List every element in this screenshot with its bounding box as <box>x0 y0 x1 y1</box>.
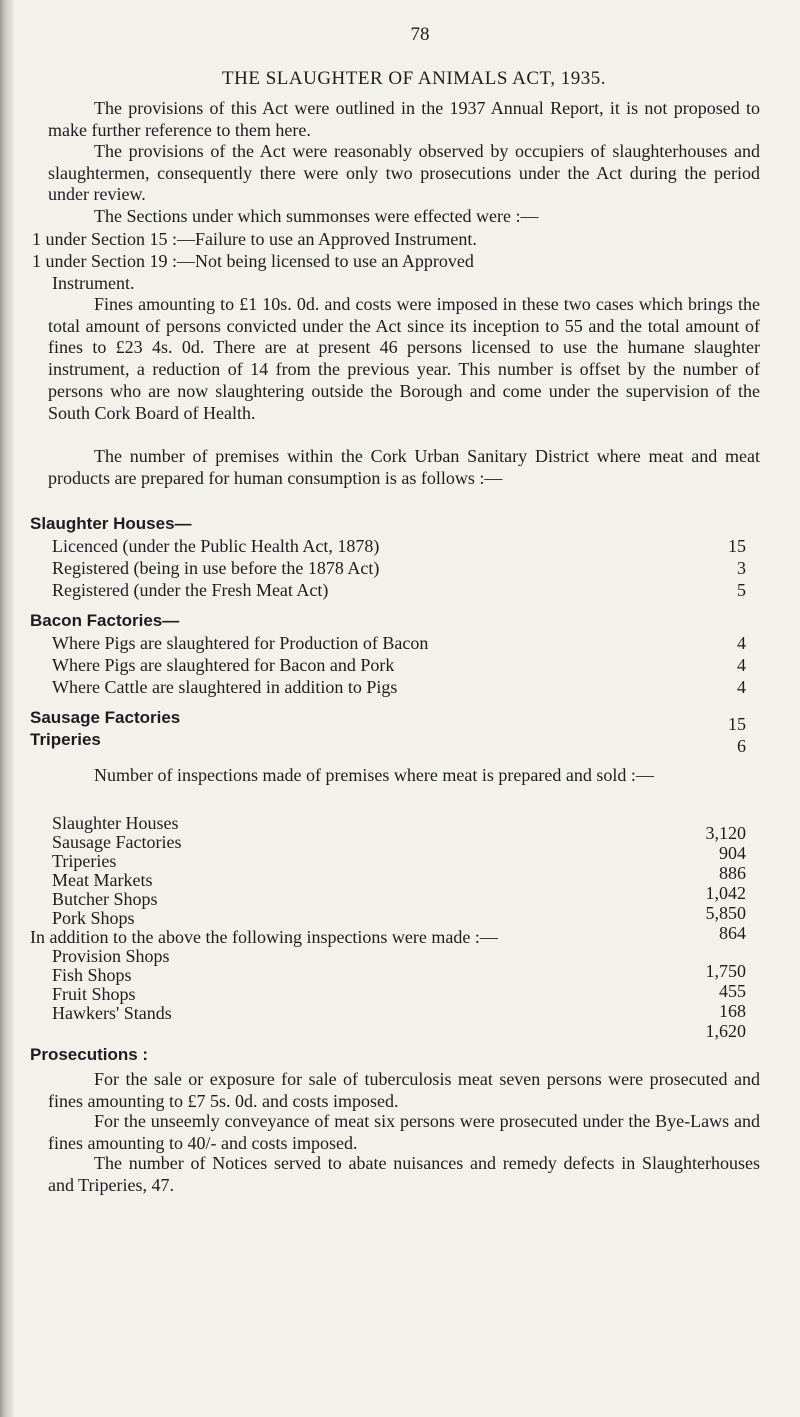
page-edge-shadow <box>0 0 14 1417</box>
premises-label: Registered (under the Fresh Meat Act) <box>52 580 329 600</box>
inspection-value: 3,120 <box>705 823 746 843</box>
additional-value: 455 <box>719 981 746 1001</box>
premises-label: Registered (being in use before the 1878 Act) <box>52 558 380 578</box>
paragraph-fines: Fines amounting to £1 10s. 0d. and costs were imposed in these two cases which brings the total amount of persons convicted under the Act since its inception to 55 and the total amount of fines to £23 4s. 0d. There are at present 46 persons licensed to use the humane slaughter instrument, a reduction of 14 from the previous year. This number is offset by the number of persons who are now slaughtering outside the Borough and come under the supervision of the South Cork Board of Health. <box>48 294 760 423</box>
section-19-item: 1 under Section 19 :—Not being licensed to use an Approved <box>32 251 474 271</box>
inspection-value: 886 <box>719 863 746 883</box>
triperies-value: 6 <box>737 736 746 756</box>
inspection-value: 904 <box>719 843 746 863</box>
premises-label: Where Cattle are slaughtered in addition to Pigs <box>52 677 398 697</box>
additional-label: Fish Shops <box>52 965 132 985</box>
prosecutions-heading: Prosecutions : <box>30 1045 149 1064</box>
inspection-label: Meat Markets <box>52 870 153 890</box>
paragraph-inspections: Number of inspections made of premises where meat is prepared and sold :— <box>94 765 654 785</box>
inspection-label: Slaughter Houses <box>52 813 179 833</box>
additional-label: Provision Shops <box>52 946 170 966</box>
paragraph-sections: The Sections under which summonses were effected were :— <box>94 206 539 226</box>
premises-value: 5 <box>737 580 746 600</box>
section-15-item: 1 under Section 15 :—Failure to use an Approved Instrument. <box>32 229 477 249</box>
inspection-value: 5,850 <box>705 903 746 923</box>
paragraph-act-observed: The provisions of the Act were reasonably observed by occupiers of slaughterhouses and slaughtermen, consequently there were only two prosecutions under the Act during the period under review. <box>48 141 760 205</box>
inspection-label: Butcher Shops <box>52 889 158 909</box>
additional-value: 1,750 <box>705 961 746 981</box>
additional-inspections-intro: In addition to the above the following inspections were made :— <box>30 927 498 947</box>
inspection-label: Sausage Factories <box>52 832 182 852</box>
premises-value: 15 <box>728 536 746 556</box>
sausage-factories-value: 15 <box>728 714 746 734</box>
triperies-label: Triperies <box>30 730 101 749</box>
premises-label: Where Pigs are slaughtered for Production of Bacon <box>52 633 429 653</box>
paragraph-prosecution-conveyance: For the unseemly conveyance of meat six persons were prosecuted under the Bye-Laws and fines amounting to 40/- and costs imposed. <box>48 1111 760 1153</box>
slaughter-houses-heading: Slaughter Houses— <box>30 514 192 533</box>
inspection-value: 864 <box>719 923 746 943</box>
additional-value: 168 <box>719 1001 746 1021</box>
additional-value: 1,620 <box>705 1021 746 1041</box>
paragraph-premises: The number of premises within the Cork Urban Sanitary District where meat and meat products are prepared for human consumption is as follows :— <box>48 446 760 488</box>
additional-label: Fruit Shops <box>52 984 136 1004</box>
paragraph-act-outline: The provisions of this Act were outlined in the 1937 Annual Report, it is not proposed to make further reference to them here. <box>48 98 760 140</box>
inspection-label: Triperies <box>52 851 117 871</box>
additional-label: Hawkers' Stands <box>52 1003 172 1023</box>
premises-label: Licenced (under the Public Health Act, 1878) <box>52 536 380 556</box>
premises-label: Where Pigs are slaughtered for Bacon and Pork <box>52 655 395 675</box>
sausage-factories-label: Sausage Factories <box>30 708 181 727</box>
paragraph-notices: The number of Notices served to abate nuisances and remedy defects in Slaughterhouses and Triperies, 47. <box>48 1153 760 1195</box>
page-number: 78 <box>410 24 430 45</box>
page-title: THE SLAUGHTER OF ANIMALS ACT, 1935. <box>222 68 606 89</box>
premises-value: 4 <box>737 633 746 653</box>
premises-value: 4 <box>737 677 746 697</box>
paragraph-prosecution-tuberculosis: For the sale or exposure for sale of tuberculosis meat seven persons were prosecuted and fines amounting to £7 5s. 0d. and costs imposed. <box>48 1069 760 1111</box>
premises-value: 4 <box>737 655 746 675</box>
inspection-label: Pork Shops <box>52 908 135 928</box>
bacon-factories-heading: Bacon Factories— <box>30 611 180 630</box>
section-19-item-cont: Instrument. <box>52 273 135 293</box>
inspection-value: 1,042 <box>705 883 746 903</box>
premises-value: 3 <box>737 558 746 578</box>
